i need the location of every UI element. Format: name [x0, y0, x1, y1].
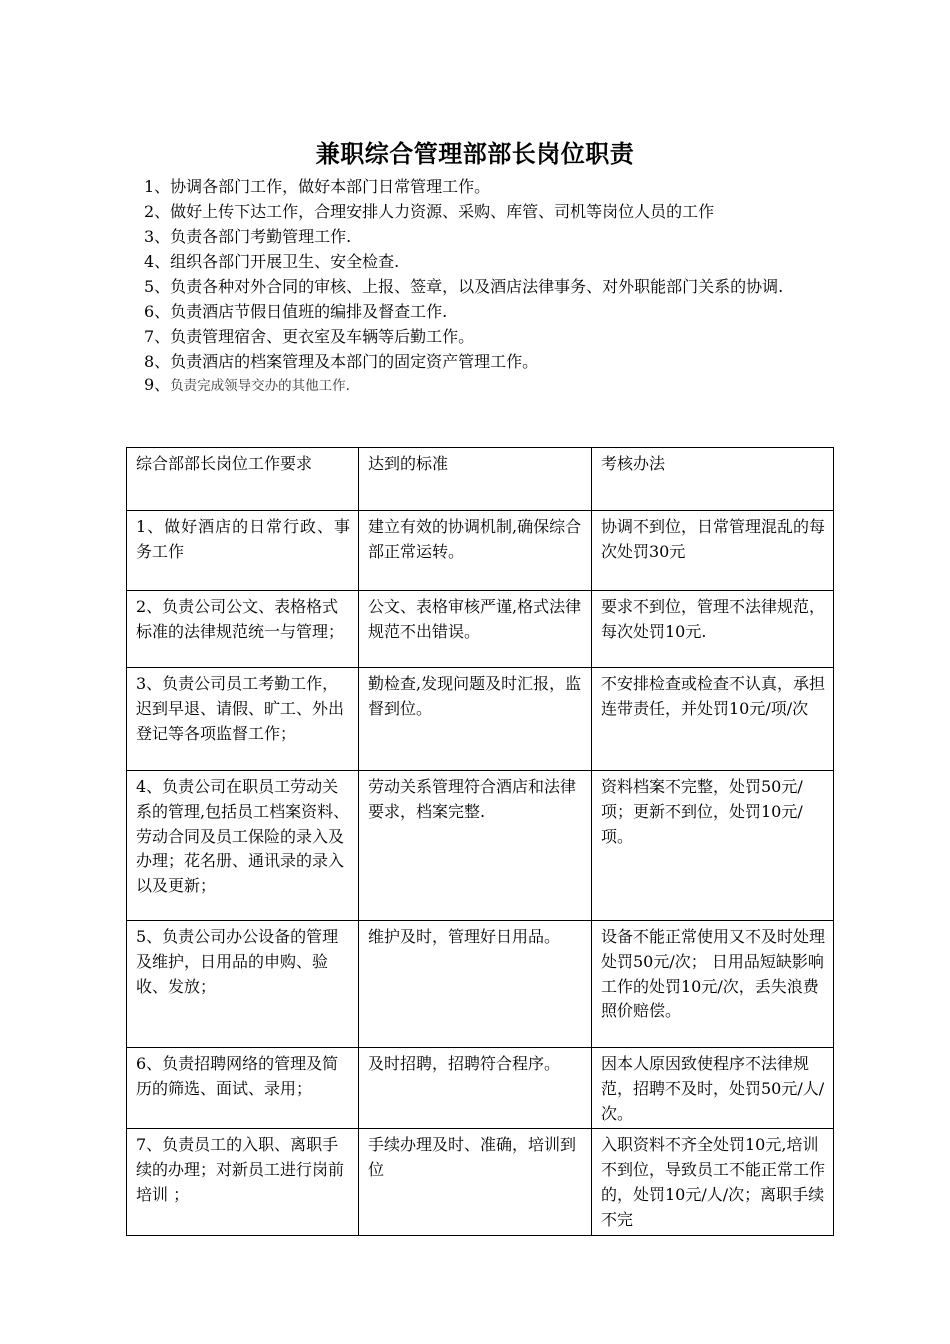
- table-row: [127, 921, 834, 1048]
- duty-item: 4、组织各部门开展卫生、安全检查.: [144, 252, 400, 271]
- table-row: [127, 1048, 834, 1129]
- table-cell: 设备不能正常使用又不及时处理处罚50元/次； 日用品短缺影响工作的处罚10元/次，丢失浪费照价赔偿。: [592, 921, 834, 1048]
- duty-item: 7、负责管理宿舍、更衣室及车辆等后勤工作。: [144, 327, 475, 346]
- table-row: [127, 511, 834, 591]
- table-row: [127, 1129, 834, 1235]
- table-header-row: [127, 448, 834, 511]
- table-cell: 3、负责公司员工考勤工作，迟到早退、请假、旷工、外出登记等各项监督工作；: [127, 668, 359, 771]
- table-row: [127, 668, 834, 771]
- table-cell: 维护及时，管理好日用品。: [359, 921, 592, 1048]
- table-cell: 7、负责员工的入职、离职手续的办理；对新员工进行岗前培训 ；: [127, 1129, 359, 1235]
- table-cell: 建立有效的协调机制,确保综合部正常运转。: [359, 511, 592, 591]
- table-cell: 协调不到位，日常管理混乱的每次处罚30元: [592, 511, 834, 591]
- duty-number: 9、: [144, 375, 171, 394]
- table-cell: 5、负责公司办公设备的管理及维护，日用品的申购、验收、发放；: [127, 921, 359, 1048]
- duty-text: 负责完成领导交办的其他工作.: [170, 378, 350, 394]
- assessment-table: [126, 447, 834, 1236]
- table-row: [127, 591, 834, 668]
- duty-item: 2、做好上传下达工作，合理安排人力资源、采购、库管、司机等岗位人员的工作: [144, 202, 715, 221]
- duty-item: 3、负责各部门考勤管理工作.: [144, 227, 352, 246]
- duty-item: 6、负责酒店节假日值班的编排及督查工作.: [144, 302, 448, 321]
- table-cell: 2、负责公司公文、表格格式标准的法律规范统一与管理；: [127, 591, 359, 668]
- table-cell: 6、负责招聘网络的管理及简历的筛选、面试、录用；: [127, 1048, 359, 1129]
- table-cell: 资料档案不完整，处罚50元/项；更新不到位，处罚10元/项。: [592, 771, 834, 921]
- table-cell: 4、负责公司在职员工劳动关系的管理,包括员工档案资料、劳动合同及员工保险的录入及办理；花名册、通讯录的录入以及更新；: [127, 771, 359, 921]
- table-cell: 手续办理及时、准确，培训到位: [359, 1129, 592, 1235]
- duty-item: 5、负责各种对外合同的审核、上报、签章，以及酒店法律事务、对外职能部门关系的协调.: [144, 277, 784, 296]
- table-cell: 勤检查,发现问题及时汇报，监督到位。: [359, 668, 592, 771]
- table-cell: 入职资料不齐全处罚10元,培训不到位，导致员工不能正常工作的，处罚10元/人/次；离职手续不完: [592, 1129, 834, 1235]
- duty-item: 1、协调各部门工作，做好本部门日常管理工作。: [144, 177, 491, 196]
- header-cell: 考核办法: [592, 448, 834, 511]
- table-cell: 及时招聘，招聘符合程序。: [359, 1048, 592, 1129]
- duty-item: [144, 374, 834, 397]
- table-row: [127, 771, 834, 921]
- table-cell: 要求不到位，管理不法律规范，每次处罚10元.: [592, 591, 834, 668]
- header-cell: 达到的标准: [359, 448, 592, 511]
- table-cell: 1、做好酒店的日常行政、事务工作: [127, 511, 359, 591]
- table-cell: 公文、表格审核严谨,格式法律规范不出错误。: [359, 591, 592, 668]
- duty-item: 8、负责酒店的档案管理及本部门的固定资产管理工作。: [144, 352, 539, 371]
- duty-list: [144, 174, 834, 397]
- table-cell: 不安排检查或检查不认真，承担连带责任，并处罚10元/项/次: [592, 668, 834, 771]
- table-cell: 劳动关系管理符合酒店和法律要求，档案完整.: [359, 771, 592, 921]
- table-cell: 因本人原因致使程序不法律规范，招聘不及时，处罚50元/人/次。: [592, 1048, 834, 1129]
- header-cell: 综合部部长岗位工作要求: [127, 448, 359, 511]
- document-title: 兼职综合管理部部长岗位职责: [315, 139, 635, 168]
